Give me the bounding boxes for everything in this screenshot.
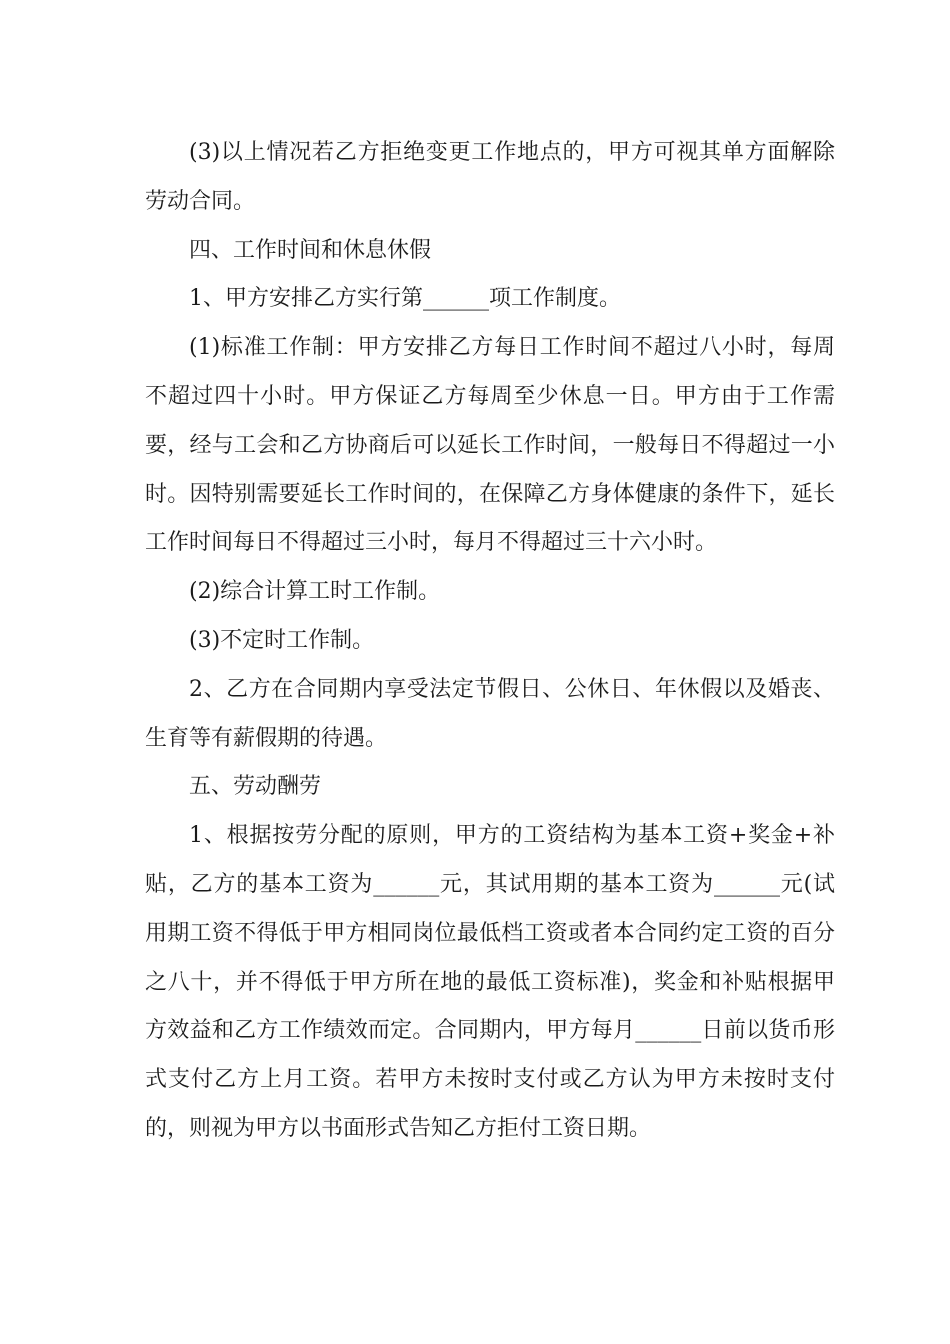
paragraph-work-system: 1、甲方安排乙方实行第______项工作制度。 — [189, 286, 621, 312]
paragraph-flexible-hours: (3)不定时工作制。 — [189, 627, 375, 653]
paragraph-paid-holidays: 2、乙方在合同期内享受法定节假日、公休日、年休假以及婚丧、生育等有薪假期的待遇。 — [145, 676, 835, 751]
paragraph-comprehensive-hours: (2)综合计算工时工作制。 — [189, 579, 441, 605]
paragraph-standard-work-system: (1)标准工作制：甲方安排乙方每日工作时间不超过八小时，每周不超过四十小时。甲方保证乙方每周至少休息一日。甲方由于工作需要，经与工会和乙方协商后可以延长工作时间，一般每日不得超过一小时。因特别需要延长工作时间的，在保障乙方身体健康的条件下，延长工作时间每日不得超过三小时，每月不得超过三十六小时。 — [145, 335, 835, 556]
section-heading-remuneration: 五、劳动酬劳 — [189, 774, 322, 800]
paragraph-workplace-termination: (3)以上情况若乙方拒绝变更工作地点的，甲方可视其单方面解除劳动合同。 — [145, 140, 835, 214]
document-body — [145, 129, 835, 1154]
section-heading-working-hours: 四、工作时间和休息休假 — [189, 237, 432, 263]
paragraph-salary-structure: 1、根据按劳分配的原则，甲方的工资结构为基本工资+奖金+补贴，乙方的基本工资为______元，其试用期的基本工资为______元(试用期工资不得低于甲方相同岗位最低档工资或者本合同约定工资的百分之八十，并不得低于甲方所在地的最低工资标准)，奖金和补贴根据甲方效益和乙方工作绩效而定。合同期内，甲方每月______日前以货币形式支付乙方上月工资。若甲方未按时支付或乙方认为甲方未按时支付的，则视为甲方以书面形式告知乙方拒付工资日期。 — [145, 823, 835, 1141]
